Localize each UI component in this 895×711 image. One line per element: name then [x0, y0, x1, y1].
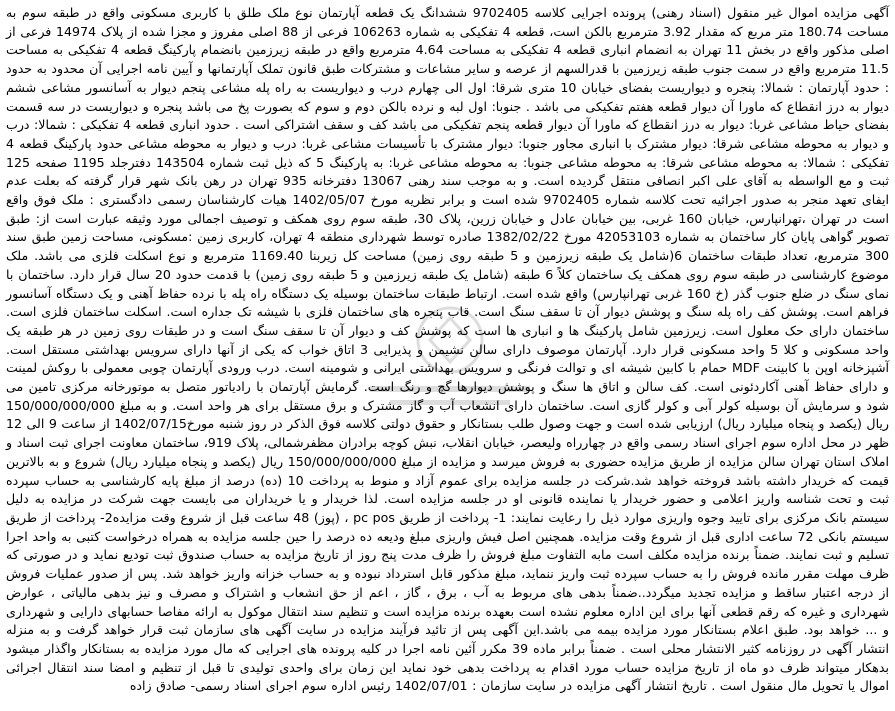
auction-notice-text: آگهی مزایده اموال غیر منقول (اسناد رهنی) پرونده اجرایی کلاسه 9702405 ششدانگ یک قطعه آپارتمان نوع ملک طلق با کاربری مسکونی واقع در طبقه سوم به مساحت 180.74 متر مربع که مقدار 3.92 مترمربع بالکن است، قطعه 4 تفکیکی به شماره 106263 فرعی از 88 اصلی مفروز و مجزا شده از پلاک 14974 فرعی از اصلی مذکور واقع در بخش 11 تهران به انضمام انباری قطعه 4 تفکیکی به مساحت 4.64 مترمربع واقع در طبقه زیرزمین بانضمام پارکینگ قطعه 4 تفکیکی به مساحت 11.5 مترمربع واقع در سمت جنوب طبقه زیرزمین با قدرالسهم از عرصه و سایر مشاعات و مشترکات طبق قانون تملک آپارتمانها و آیین نامه اجرایی آن محدود به حدود : حدود آپارتمان : شمالا: پنجره و دیواریست بفضای خیابان 10 متری شرقا: اول الی چهارم درب و دیواریست به راه پله مشاعی پنجم دیوار به آسانسور مشاعی ششم دیوار به درز انقطاع که ماورا آن دیوار قطعه هفتم تفکیکی می باشد . جنوبا: اول لبه و نرده بالکن دوم و سوم که بصورت پخ می باشد پنجره و دیواریست در سه قسمت بفضای حیاط مشاعی غربا: دیوار به درز انقطاع که ماورا آن دیوار قطعه پنجم تفکیکی می باشد کف و سقف اشتراکی است . حدود انباری قطعه 4 تفکیکی : شمالا: درب و دیوار به محوطه مشاعی شرقا: دیوار مشترک با انباری مجاور جنوبا: دیوار مشترک با تأسیسات مشاعی غربا: درب و دیوار به محوطه مشاعی حدود پارکینگ قطعه 4 تفکیکی : شمالا: به محوطه مشاعی شرقا: به محوطه مشاعی جنوبا: به محوطه مشاعی غربا: به پارکینگ 5 که ذیل ثبت شماره 143504 دفترجلد 1195 صفحه 125 ثبت و مع الواسطه به آقای علی اکبر انصافی منتقل گردیده است. و به موجب سند رهنی 13067 دفترخانه 935 تهران در رهن بانک شهر قرار گرفته که بعلت عدم ایفای تعهد منجر به صدور اجرائیه تحت کلاسه شماره 9702405 شده است و برابر نظریه مورخ 1402/05/07 هیات کارشناسان رسمی دادگستری : ملک فوق واقع است در تهران ،تهرانپارس، خیابان 160 غربی، بین خیابان عادل و خیابان زرین، پلاک 30، طبقه سوم روی همکف و توصیف اجمالی مورد وثیقه عبارت است از: طبق تصویر گواهی پایان کار ساختمان به شماره 42053103 مورخ 1382/02/22 صادره توسط شهرداری منطقه 4 تهران، کاربری زمین :مسکونی، مساحت زمین طبق سند 300 مترمربع، تعداد طبقات ساختمان 6(شامل یک طبقه زیرزمین و 5 طبقه روی زمین) مساحت کل زیربنا 1169.40 مترمربع و نوع اسکلت فلزی می باشد. ملک موضوع کارشناسی در طبقه سوم روی همکف یک ساختمان کلاً 6 طبقه (شامل یک طبقه زیرزمین و 5 طبقه روی زمین) با قدمت حدود 20 سال قرار دارد. ساختمان با نمای سنگ در ضلع جنوب گذر (خ 160 غربی تهرانپارس) واقع شده است. ارتباط طبقات ساختمان بوسیله یک دستگاه راه پله با نرده حفاظ آهنی و یک دستگاه آسانسور فراهم است. پوشش کف راه پله سنگ و پوشش دیوار آن تا سقف سنگ است. قاب پنجره های ساختمان فلزی با شیشه تک جداره است. اسکلت ساختمان فلزی است. ساختمان دارای حک معلول است. زیرزمین شامل پارکینگ ها و انباری ها است که پوشش کف و دیوار آن تا سقف سنگ است و در طبقات روی زمین در هر طبقه یک واحد مسکونی و کلا 5 واحد مسکونی قرار دارد. آپارتمان موصوف دارای سالن نشیمن و پذیرایی 3 اتاق خواب که یکی از آنها دارای سرویس بهداشتی مستقل است. آشپزخانه اوپن با کابینت MDF حمام با کابین شیشه ای و توالت فرنگی و سرویس بهداشتی ایرانی و شومینه است. درب ورودی آپارتمان چوبی معمولی با روکش لمینت و دارای حفاظ آهنی آکاردئونی است. کف سالن و اتاق ها سنگ و پوشش دیوارها گچ و رنگ است. گرمایش آپارتمان با رادیاتور متصل به موتورخانه مرکزی تامین می شود و سرمایش آن بوسیله کولر آبی و کولر گازی است. ساختمان دارای انشعاب آب و گاز مشترک و برق مستقل برای هر واحد است. و به مبلغ 150/000/000/000 ریال (یکصد و پنجاه میلیارد ریال) ارزیابی شده است و جهت وصول طلب بستانکار و حقوق دولتی کلاسه فوق الذکر در روز شنبه مورخ1402/07/15 از ساعت 9 الی 12 ظهر در محل اداره سوم اجرای اسناد رسمی واقع در چهارراه ولیعصر، خیابان انقلاب، نبش کوچه برادران مظفرشمالی، پلاک 919، ساختمان معاونت اجرای ثبت اسناد و املاک استان تهران سالن مزایده از طریق مزایده حضوری به فروش میرسد و مزایده از مبلغ 150/000/000/000 ریال (یکصد و پنجاه میلیارد ریال) شروع و به بالاترین قیمت که خریدار داشته باشد فروخته خواهد شد.شرکت در جلسه مزایده برای عموم آزاد و منوط به پرداخت 10 (ده) درصد از مبلغ پایه کارشناسی به حساب سپرده ثبت و تحت شناسه واریز اعلامی و حضور خریدار یا نماینده قانونی او در جلسه مزایده است. لذا خریدار و یا خریداران می بایست جهت شرکت در مزایده به دلیل سیستم بانک مرکزی برای تایید وجوه واریزی موارد ذیل را رعایت نمایند: 1- پرداخت از طریق pc pos ، (پوز) 48 ساعت قبل از شروع وقت مزایده2- پرداخت از طریق سیستم بانکی 72 ساعت اداری قبل از شروع وقت مزایده. همچنین اصل فیش واریزی مبلغ ودیعه ده درصد را حین جلسه مزایده به همراه درخواست کتبی به واحد اجرا تسلیم و ثبت نمایند. ضمناً برنده مزایده مکلف است مابه التفاوت مبلغ فروش را ظرف مدت پنج روز از تاریخ مزایده به حساب صندوق ثبت تودیع نماید و در صورتی که ظرف مهلت مقرر مانده فروش را به حساب سپرده ثبت واریز ننماید، مبلغ مذکور قابل استرداد نبوده و به حساب خزانه واریز خواهد شد. پس از صدور عملیات فروش از درجه اعتبار ساقط و مزایده تجدید میگردد..ضمناً بدهی های مربوط به آب ، برق ، گاز ، اعم از حق انشعاب و اشتراک و مصرف و نیز بدهی مالیاتی ، عوارض شهرداری و غیره که رقم قطعی آنها برای این اداره معلوم نشده است بعهده برنده مزایده است و تنظیم سند انتقال موکول به ارائه مفاصا حسابهای دارایی و شهرداری و ... خواهد بود. طبق اعلام بستانکار مورد مزایده بیمه می باشد.این آگهی پس از تائید فرآیند مزایده در سایت آگهی های سازمان ثبت قرار خواهد گرفت و به منزله انتشار آگهی در روزنامه کثیر الانتشار محلی است . ضمناً برابر ماده 39 مکرر آئین نامه اجرا در کلیه پرونده های اجرایی که مال مورد مزایده به بستانکار واگذار میشود بدهکار میتواند ظرف دو ماه از تاریخ مزایده حساب مورد اقدام به پرداخت بدهی خود نماید این زمان برای واحدی تولیدی تا قبل از تنظیم و امضا سند انتقال اجرائی اموال یا تحویل مال منقول است . تاریخ انتشار آگهی مزایده در سایت سازمان : 1402/07/01 رئیس اداره سوم اجرای اسناد رسمی- صادق زاده	[5, 5, 890, 694]
